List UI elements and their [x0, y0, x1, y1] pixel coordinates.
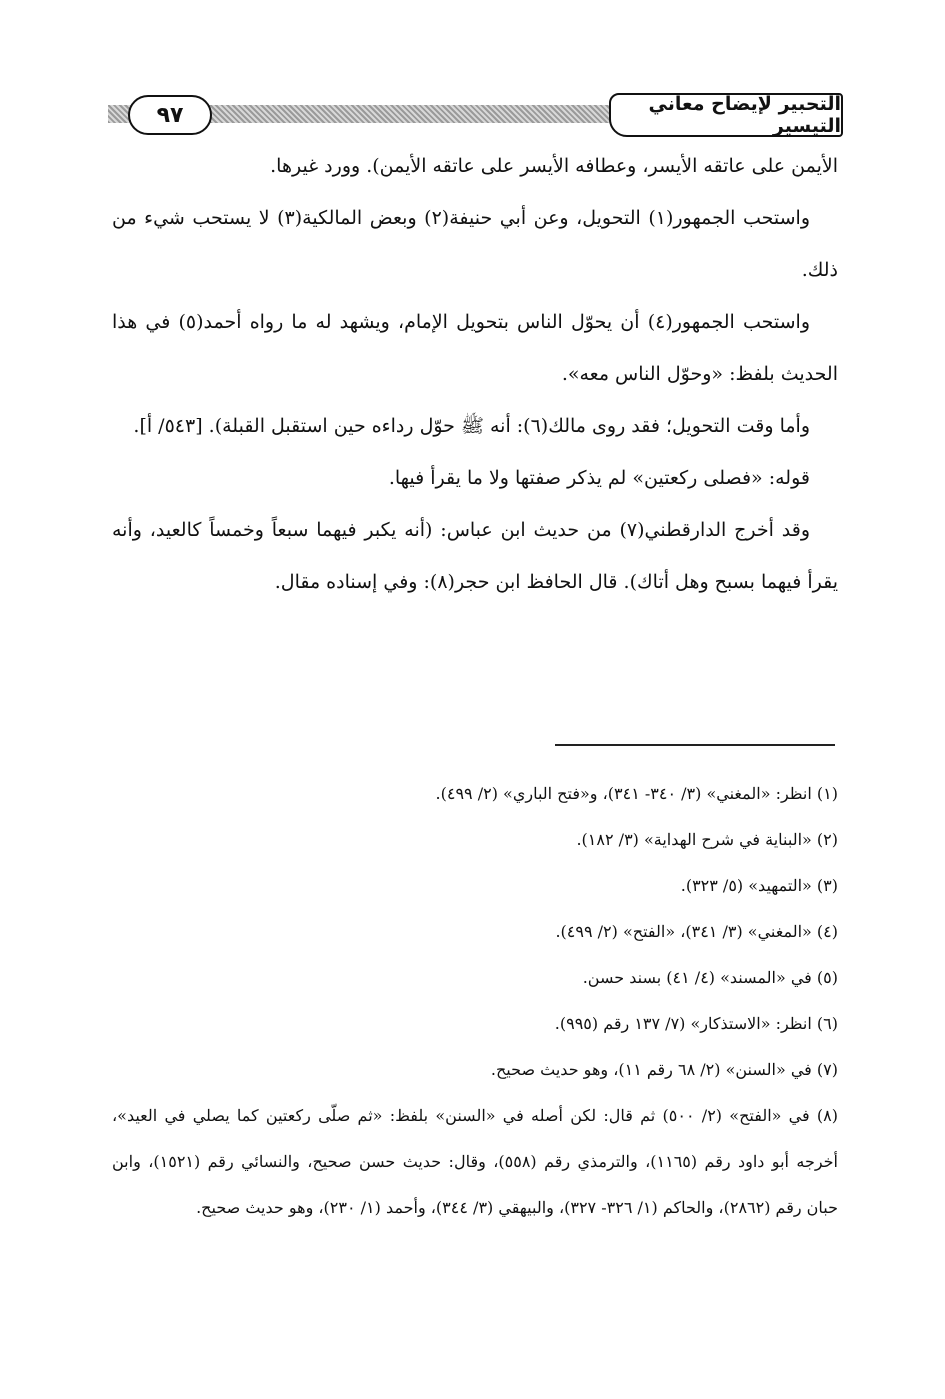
footnote-2: (٢) «البناية في شرح الهداية» (٣/ ١٨٢). [576, 830, 838, 849]
footnotes [112, 771, 838, 1231]
footnote-4: (٤) «المغني» (٣/ ٣٤١)، «الفتح» (٢/ ٤٩٩). [555, 922, 838, 941]
page-header [108, 93, 843, 137]
main-text [112, 140, 838, 608]
footnote-3: (٣) «التمهيد» (٥/ ٣٢٣). [680, 876, 838, 895]
paragraph-1: الأيمن على عاتقه الأيسر، وعطافه الأيسر على عاتقه الأيمن). وورد غيرها. [270, 155, 838, 177]
page-number: ٩٧ [128, 95, 212, 135]
footnote-1: (١) انظر: «المغني» (٣/ ٣٤٠- ٣٤١)، و«فتح الباري» (٢/ ٤٩٩). [435, 784, 838, 803]
paragraph-4: وأما وقت التحويل؛ فقد روى مالك(٦): أنه ﷺ حوّل رداءه حين استقبل القبلة). [٥٤٣/ أ]. [133, 415, 810, 437]
footnote-6: (٦) انظر: «الاستذكار» (٧/ ١٣٧ رقم (٩٩٥). [554, 1014, 838, 1033]
footnote-separator [555, 744, 835, 746]
paragraph-3: واستحب الجمهور(٤) أن يحوّل الناس بتحويل الإمام، ويشهد له ما رواه أحمد(٥) في هذا الحديث بلفظ: «وحوّل الناس معه». [112, 311, 838, 385]
paragraph-6: وقد أخرج الدارقطني(٧) من حديث ابن عباس: (أنه يكبر فيهما سبعاً وخمساً كالعيد، وأنه يقرأ فيهما بسبح وهل أتاك). قال الحافظ ابن حجر(٨): وفي إسناده مقال. [112, 519, 838, 593]
footnote-7: (٧) في «السنن» (٢/ ٦٨ رقم ١١)، وهو حديث صحيح. [490, 1060, 838, 1079]
footnote-5: (٥) في «المسند» (٤/ ٤١) بسند حسن. [582, 968, 838, 987]
footnote-8: (٨) في «الفتح» (٢/ ٥٠٠) ثم قال: لكن أصله في «السنن» بلفظ: «ثم صلّى ركعتين كما يصلي في العيد»، أخرجه أبو داود رقم (١١٦٥)، والترمذي رقم (٥٥٨)، وقال: حديث حسن صحيح، والنسائي رقم (١٥٢١)، وابن حبان رقم (٢٨٦٢)، والحاكم (١/ ٣٢٦- ٣٢٧)، والبيهقي (٣/ ٣٤٤)، وأحمد (١/ ٢٣٠)، وهو حديث صحيح. [112, 1106, 839, 1217]
paragraph-2: واستحب الجمهور(١) التحويل، وعن أبي حنيفة(٢) وبعض المالكية(٣) لا يستحب شيء من ذلك. [112, 207, 838, 281]
book-title: التحبير لإيضاح معاني التيسير [609, 93, 843, 137]
paragraph-5: قوله: «فصلى ركعتين» لم يذكر صفتها ولا ما يقرأ فيها. [388, 467, 810, 489]
